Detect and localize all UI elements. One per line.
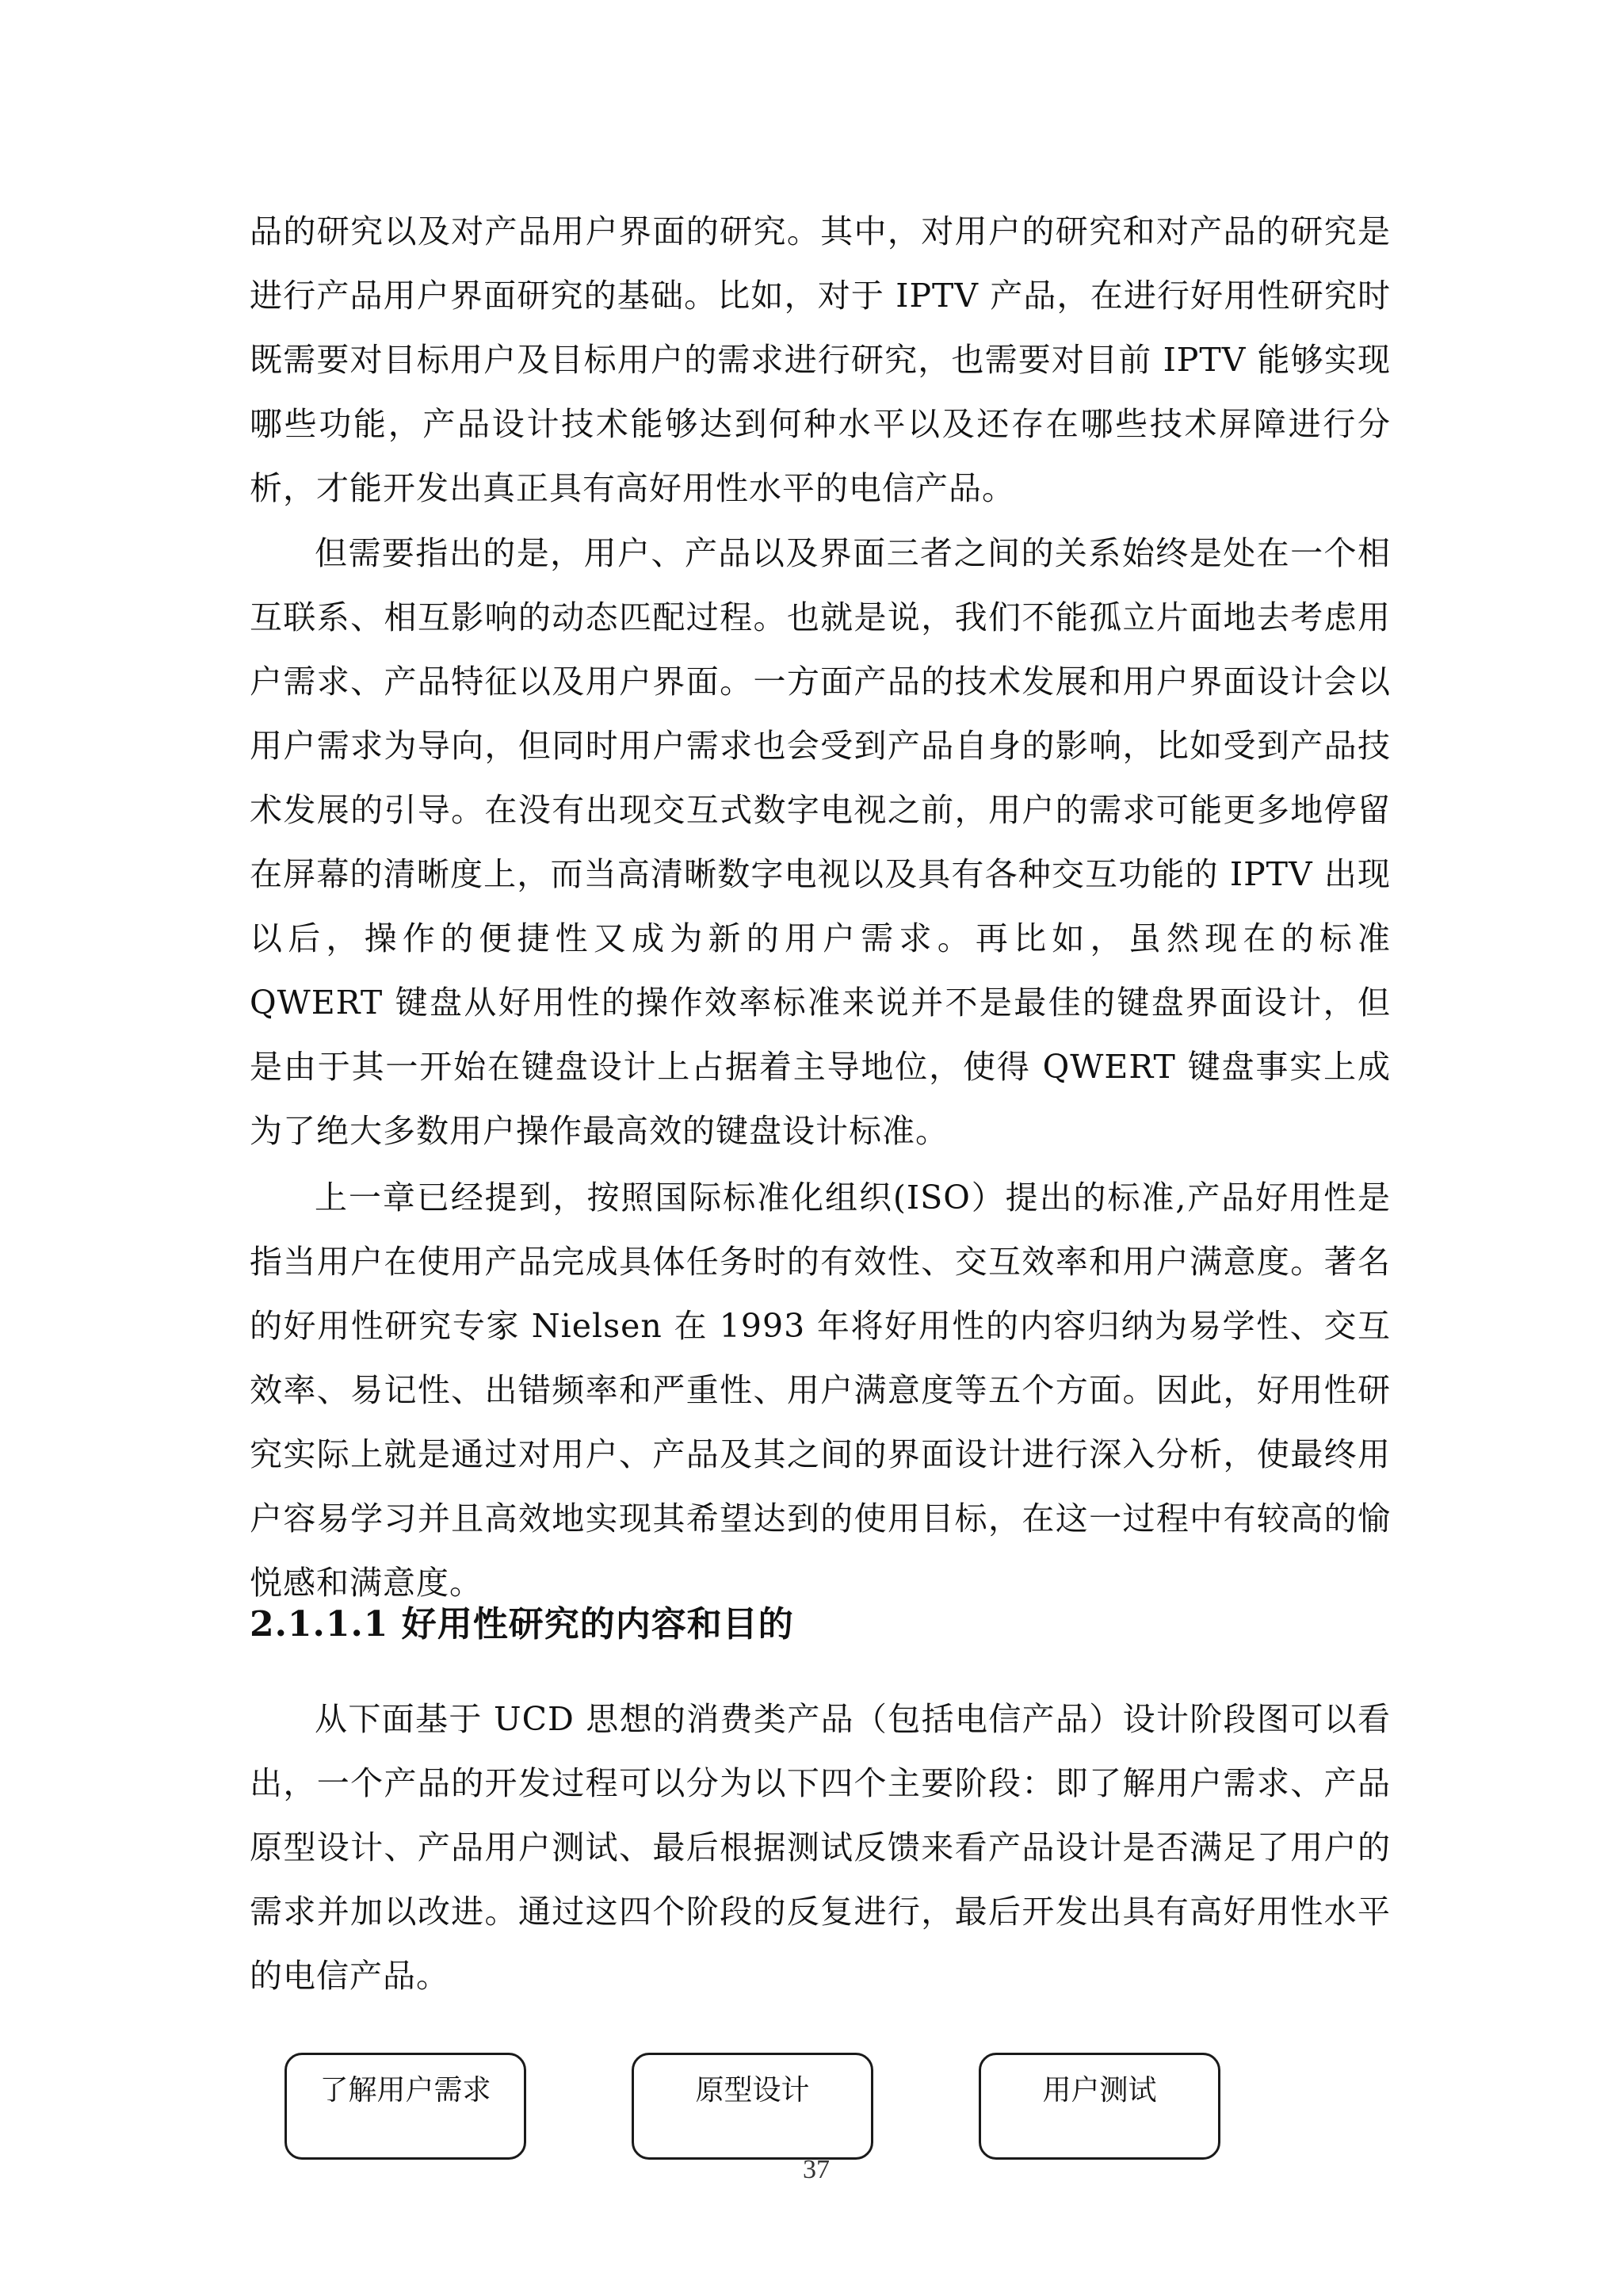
- section-heading: 2.1.1.1 好用性研究的内容和目的: [250, 1604, 794, 1645]
- diagram-stage-box: [285, 2053, 526, 2160]
- body-paragraph: 从下面基于 UCD 思想的消费类产品（包括电信产品）设计阶段图可以看出，一个产品的开发过程可以分为以下四个主要阶段：即了解用户需求、产品原型设计、产品用户测试、最后根据测试反馈来看产品设计是否满足了用户的需求并加以改进。通过这四个阶段的反复进行，最后开发出具有高好用性水平的电信产品。: [250, 1700, 1391, 1995]
- body-paragraph: 品的研究以及对产品用户界面的研究。其中，对用户的研究和对产品的研究是进行产品用户界面研究的基础。比如，对于 IPTV 产品，在进行好用性研究时既需要对目标用户及目标用户的需求进行研究，也需要对目前 IPTV 能够实现哪些功能，产品设计技术能够达到何种水平以及还存在哪些技术屏障进行分析，才能开发出真正具有高好用性水平的电信产品。: [250, 212, 1391, 507]
- diagram-stage-box: [632, 2053, 873, 2160]
- body-paragraph: 上一章已经提到，按照国际标准化组织(ISO）提出的标准,产品好用性是指当用户在使用产品完成具体任务时的有效性、交互效率和用户满意度。著名的好用性研究专家 Nielsen 在 1993 年将好用性的内容归纳为易学性、交互效率、易记性、出错频率和严重性、用户满意度等五个方面。因此，好用性研究实际上就是通过对用户、产品及其之间的界面设计进行深入分析，使最终用户容易学习并且高效地实现其希望达到的使用目标，在这一过程中有较高的愉悦感和满意度。: [250, 1179, 1391, 1602]
- diagram-stage-label: 原型设计: [695, 2074, 810, 2107]
- diagram-stage-box: [979, 2053, 1220, 2160]
- body-paragraph: 但需要指出的是，用户、产品以及界面三者之间的关系始终是处在一个相互联系、相互影响的动态匹配过程。也就是说，我们不能孤立片面地去考虑用户需求、产品特征以及用户界面。一方面产品的技术发展和用户界面设计会以用户需求为导向，但同时用户需求也会受到产品自身的影响，比如受到产品技术发展的引导。在没有出现交互式数字电视之前，用户的需求可能更多地停留在屏幕的清晰度上，而当高清晰数字电视以及具有各种交互功能的 IPTV 出现以后，操作的便捷性又成为新的用户需求。再比如，虽然现在的标准 QWERT 键盘从好用性的操作效率标准来说并不是最佳的键盘界面设计，但是由于其一开始在键盘设计上占据着主导地位，使得 QWERT 键盘事实上成为了绝大多数用户操作最高效的键盘设计标准。: [250, 534, 1391, 1150]
- diagram-stage-label: 了解用户需求: [319, 2074, 491, 2107]
- diagram-stage-label: 用户测试: [1042, 2074, 1157, 2107]
- page-number: 37: [803, 2155, 830, 2184]
